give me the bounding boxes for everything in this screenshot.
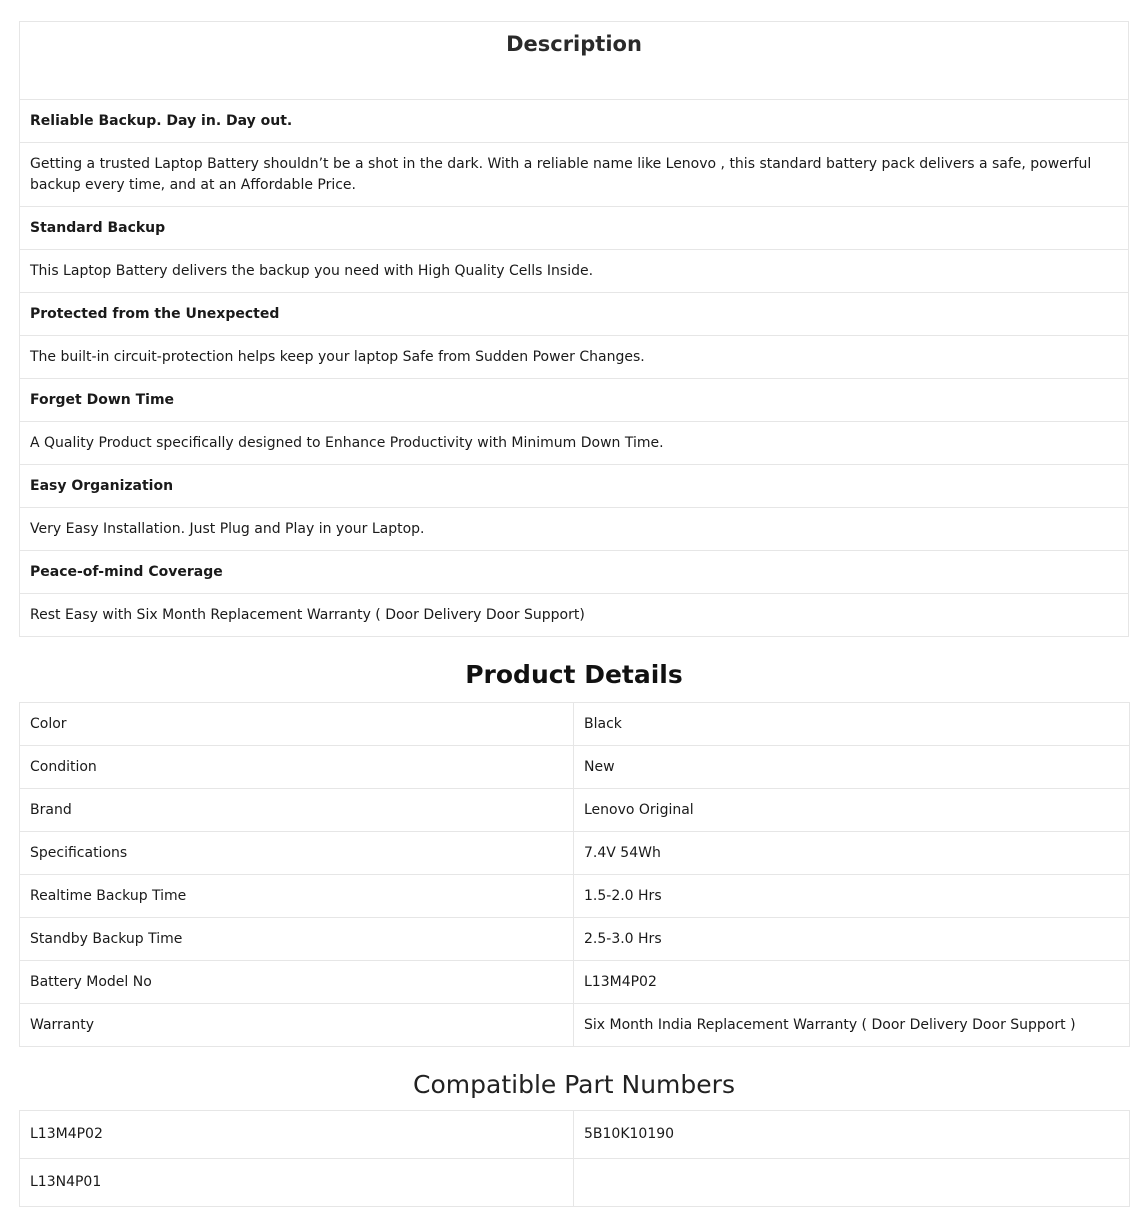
description-heading-protected: Protected from the Unexpected (20, 293, 1129, 336)
description-row (20, 207, 1129, 250)
detail-value: 2.5-3.0 Hrs (574, 918, 1130, 961)
description-row (20, 250, 1129, 293)
compatible-parts-table (19, 1110, 1130, 1207)
description-row (20, 336, 1129, 379)
detail-value: Six Month India Replacement Warranty ( Door Delivery Door Support ) (574, 1004, 1130, 1047)
detail-label: Battery Model No (20, 961, 574, 1004)
description-row (20, 379, 1129, 422)
detail-value: 7.4V 54Wh (574, 832, 1130, 875)
detail-label: Warranty (20, 1004, 574, 1047)
table-row (20, 1111, 1130, 1159)
part-number: L13N4P01 (20, 1159, 574, 1207)
table-row (20, 789, 1130, 832)
table-row (20, 703, 1130, 746)
table-row (20, 961, 1130, 1004)
table-row (20, 918, 1130, 961)
description-row (20, 293, 1129, 336)
detail-label: Condition (20, 746, 574, 789)
detail-label: Brand (20, 789, 574, 832)
detail-label: Specifications (20, 832, 574, 875)
detail-value: L13M4P02 (574, 961, 1130, 1004)
description-text-forget-down-time: A Quality Product specifically designed to Enhance Productivity with Minimum Down Time. (20, 422, 1129, 465)
part-number: L13M4P02 (20, 1111, 574, 1159)
description-row (20, 100, 1129, 143)
description-text-peace-of-mind: Rest Easy with Six Month Replacement Warranty ( Door Delivery Door Support) (20, 594, 1129, 637)
description-row (20, 508, 1129, 551)
description-table (19, 21, 1129, 637)
table-row (20, 832, 1130, 875)
detail-value: Lenovo Original (574, 789, 1130, 832)
description-heading-forget-down-time: Forget Down Time (20, 379, 1129, 422)
description-title-row (20, 22, 1129, 100)
table-row (20, 1004, 1130, 1047)
part-number: 5B10K10190 (574, 1111, 1130, 1159)
detail-value: New (574, 746, 1130, 789)
description-heading-standard-backup: Standard Backup (20, 207, 1129, 250)
part-number-empty (574, 1159, 1130, 1207)
table-row (20, 875, 1130, 918)
detail-value: Black (574, 703, 1130, 746)
detail-label: Color (20, 703, 574, 746)
product-details-table (19, 702, 1130, 1047)
detail-value: 1.5-2.0 Hrs (574, 875, 1130, 918)
description-row (20, 551, 1129, 594)
description-row (20, 594, 1129, 637)
description-text-reliable-backup: Getting a trusted Laptop Battery shouldn’t be a shot in the dark. With a reliable name like Lenovo , this standard battery pack delivers a safe, powerful backup every time, and at an Affordable Price. (20, 143, 1129, 207)
table-row (20, 1159, 1130, 1207)
table-row (20, 746, 1130, 789)
detail-label: Standby Backup Time (20, 918, 574, 961)
description-heading-easy-organization: Easy Organization (20, 465, 1129, 508)
product-details-title: Product Details (465, 660, 683, 689)
description-text-protected: The built-in circuit-protection helps keep your laptop Safe from Sudden Power Changes. (20, 336, 1129, 379)
description-row (20, 422, 1129, 465)
description-row (20, 465, 1129, 508)
description-text-standard-backup: This Laptop Battery delivers the backup you need with High Quality Cells Inside. (20, 250, 1129, 293)
description-title: Description (20, 22, 1129, 100)
description-text-easy-organization: Very Easy Installation. Just Plug and Play in your Laptop. (20, 508, 1129, 551)
product-description-page (19, 21, 1129, 1207)
compatible-parts-title: Compatible Part Numbers (413, 1070, 735, 1099)
description-row (20, 143, 1129, 207)
description-heading-reliable-backup: Reliable Backup. Day in. Day out. (20, 100, 1129, 143)
detail-label: Realtime Backup Time (20, 875, 574, 918)
description-heading-peace-of-mind: Peace-of-mind Coverage (20, 551, 1129, 594)
